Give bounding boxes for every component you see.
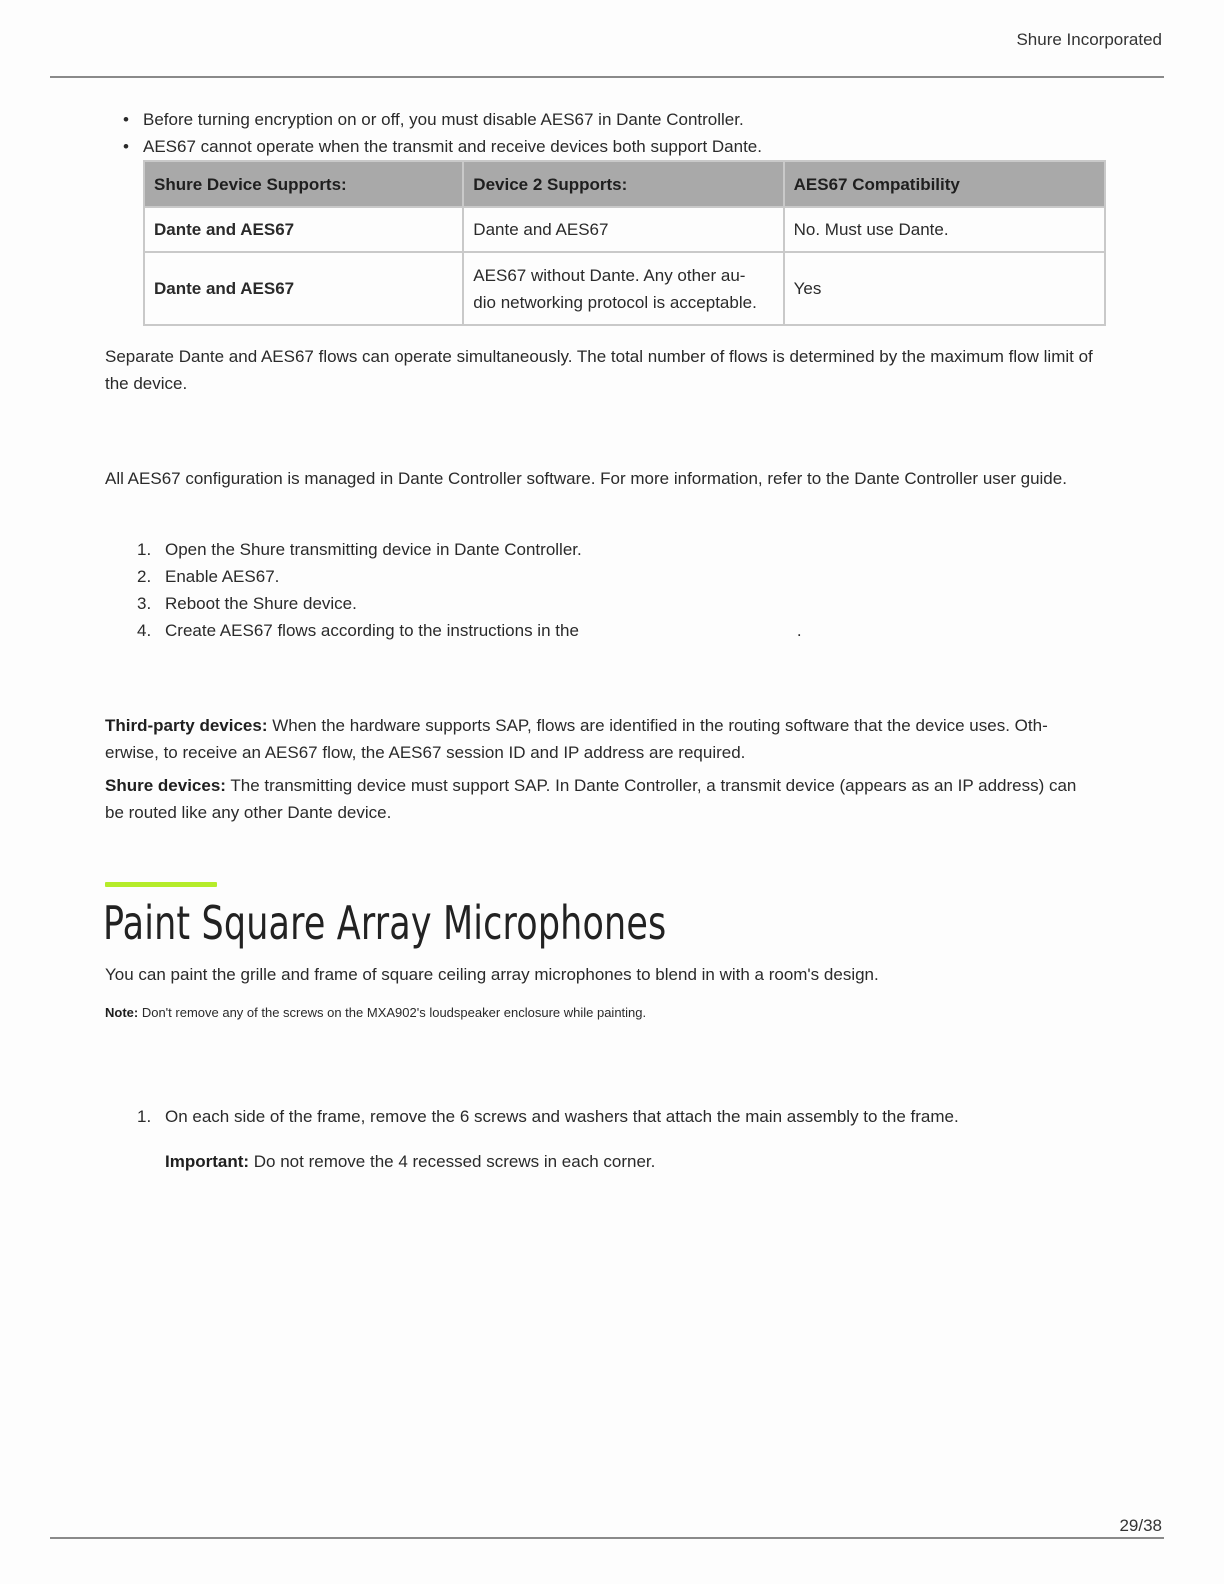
table-cell: No. Must use Dante.	[784, 207, 1105, 252]
step-text: On each side of the frame, remove the 6 screws and washers that attach the main assembly to the frame.	[165, 1107, 959, 1126]
table-header-cell: Device 2 Supports:	[463, 161, 783, 207]
table-header-cell: AES67 Compatibility	[784, 161, 1105, 207]
footer-rule	[50, 1537, 1164, 1539]
important-label: Important:	[165, 1152, 250, 1171]
important-text: Do not remove the 4 recessed screws in each corner.	[249, 1152, 656, 1171]
table-cell	[463, 252, 783, 325]
table-cell: Yes	[784, 252, 1105, 325]
table-header-row	[144, 161, 1105, 207]
config-paragraph: All AES67 configuration is managed in Dante Controller software. For more information, refer to the Dante Controller user guide.	[105, 469, 1067, 488]
bullet-item: • Before turning encryption on or off, you must disable AES67 in Dante Controller.	[143, 106, 1103, 133]
table-header-cell: Shure Device Supports:	[144, 161, 463, 207]
third-party-paragraph	[105, 712, 1095, 766]
shure-devices-paragraph	[105, 772, 1095, 826]
table-cell: Dante and AES67	[463, 207, 783, 252]
header-company-name: Shure Incorporated	[1016, 30, 1162, 49]
step-number: 2.	[137, 567, 152, 586]
cell-line: dio networking protocol is acceptable.	[473, 292, 757, 312]
table-cell: Dante and AES67	[144, 207, 463, 252]
step-text: Reboot the Shure device.	[165, 594, 357, 613]
list-item	[137, 563, 1065, 590]
third-party-text: When the hardware supports SAP, flows are identified in the routing software that the device uses. Oth-erwise, to receive an AES67 flow, the AES67 session ID and IP address are required.	[105, 716, 1048, 762]
shure-devices-label: Shure devices:	[105, 776, 226, 795]
step-number: 4.	[137, 621, 152, 640]
step-number: 1.	[137, 1107, 152, 1126]
paint-intro-paragraph: You can paint the grille and frame of square ceiling array microphones to blend in with a room's design.	[105, 965, 879, 984]
aes67-compatibility-table	[143, 160, 1106, 326]
header-rule	[50, 76, 1164, 78]
list-item	[137, 617, 1065, 644]
third-party-label: Third-party devices:	[105, 716, 268, 735]
list-item	[137, 536, 1065, 563]
step-text: Create AES67 flows according to the instructions in the	[165, 621, 579, 640]
step-number: 3.	[137, 594, 152, 613]
step-text: Open the Shure transmitting device in Dante Controller.	[165, 540, 582, 559]
bullet-item: • AES67 cannot operate when the transmit and receive devices both support Dante.	[143, 133, 1103, 160]
note-label: Note:	[105, 1005, 139, 1020]
important-paragraph	[165, 1148, 655, 1175]
cell-line: AES67 without Dante. Any other au-	[473, 265, 746, 285]
page-number: 29/38	[1119, 1516, 1162, 1535]
aes67-steps-list	[137, 536, 1065, 644]
shure-devices-text: The transmitting device must support SAP. In Dante Controller, a transmit device (appears as an IP address) can be routed like any other Dante device.	[105, 776, 1077, 822]
table-cell: Dante and AES67	[144, 252, 463, 325]
list-item	[137, 1103, 1065, 1130]
flows-paragraph: Separate Dante and AES67 flows can operate simultaneously. The total number of flows is determined by the maximum flow limit of the device.	[105, 347, 1093, 393]
encryption-bullet-list	[143, 106, 1103, 160]
step-text: Enable AES67.	[165, 567, 280, 586]
section-accent-bar	[105, 882, 217, 887]
note-paragraph	[105, 1003, 646, 1023]
paint-steps-list	[137, 1103, 1065, 1130]
step-number: 1.	[137, 540, 152, 559]
table-row	[144, 252, 1105, 325]
section-title: Paint Square Array Microphones	[103, 896, 667, 950]
table-row	[144, 207, 1105, 252]
list-item	[137, 590, 1065, 617]
note-text: Don't remove any of the screws on the MXA902's loudspeaker enclosure while painting.	[138, 1005, 647, 1020]
step-suffix: .	[796, 621, 802, 640]
